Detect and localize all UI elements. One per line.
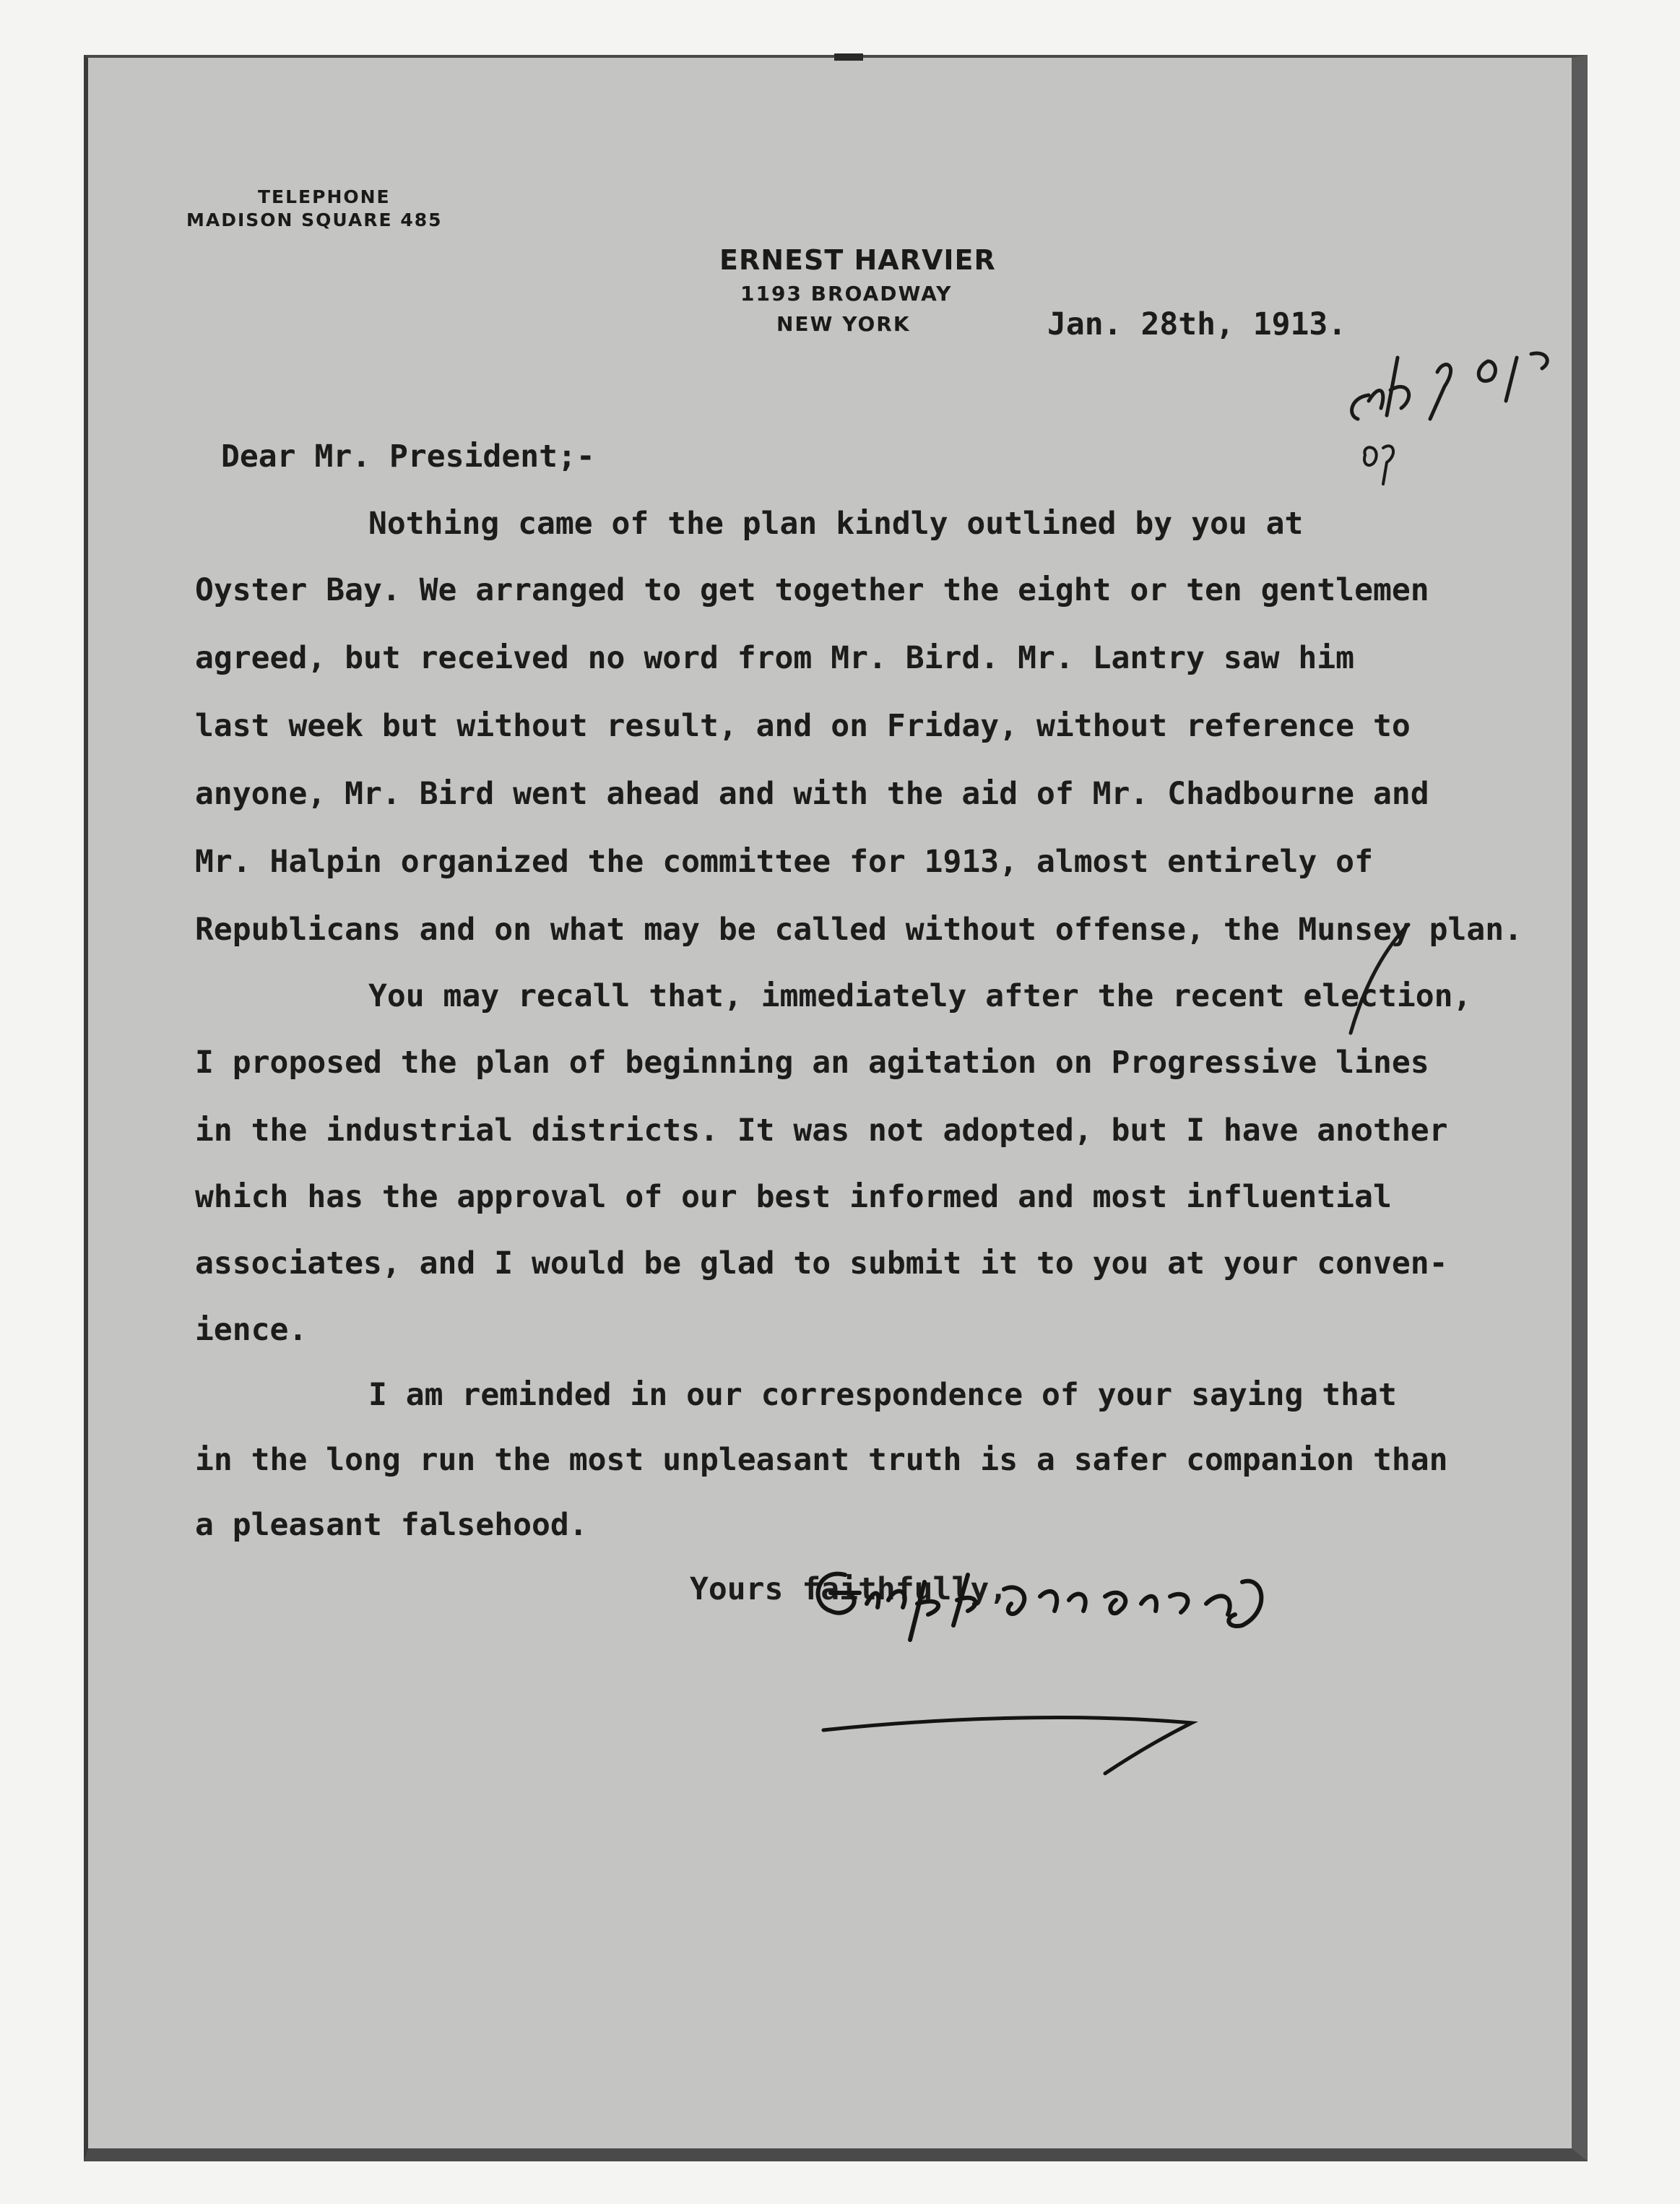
- body-line: Oyster Bay. We arranged to get together the eight or ten gentlemen: [195, 572, 1429, 608]
- handwritten-margin-stroke: [1329, 917, 1416, 1040]
- handwritten-corner-note: [1336, 329, 1596, 437]
- sender-name: ERNEST HARVIER: [719, 244, 996, 276]
- letter-date: Jan. 28th, 1913.: [1047, 306, 1347, 342]
- body-line: agreed, but received no word from Mr. Bird. Mr. Lantry saw him: [195, 640, 1355, 676]
- sender-street: 1193 BROADWAY: [740, 282, 953, 306]
- body-line: a pleasant falsehood.: [195, 1507, 588, 1543]
- body-line: I proposed the plan of beginning an agitation on Progressive lines: [195, 1045, 1429, 1081]
- body-line: associates, and I would be glad to submit it to you at your conven-: [195, 1245, 1448, 1282]
- handwritten-insertion-of: [1358, 441, 1401, 491]
- body-line: I am reminded in our correspondence of your saying that: [368, 1377, 1397, 1413]
- sender-city: NEW YORK: [776, 312, 911, 336]
- body-line: last week but without result, and on Friday, without reference to: [195, 708, 1411, 744]
- body-line: anyone, Mr. Bird went ahead and with the aid of Mr. Chadbourne and: [195, 776, 1429, 812]
- top-clip-mark: [834, 53, 863, 61]
- body-line: in the industrial districts. It was not adopted, but I have another: [195, 1112, 1448, 1149]
- salutation: Dear Mr. President;-: [221, 438, 595, 475]
- telephone-label: TELEPHONE: [258, 186, 391, 207]
- body-line: You may recall that, immediately after the recent election,: [368, 978, 1472, 1014]
- body-line: Mr. Halpin organized the committee for 1913, almost entirely of: [195, 844, 1373, 880]
- telephone-number: MADISON SQUARE 485: [186, 209, 443, 230]
- body-line: which has the approval of our best informed and most influential: [195, 1179, 1392, 1215]
- body-line: Nothing came of the plan kindly outlined by you at: [368, 506, 1304, 542]
- body-line: in the long run the most unpleasant truth is a safer companion than: [195, 1442, 1448, 1478]
- body-line: Republicans and on what may be called without offense, the Munsey plan.: [195, 912, 1523, 948]
- body-line: ience.: [195, 1312, 308, 1348]
- signature-flourish: [816, 1701, 1206, 1781]
- closing: Yours faithfully,: [690, 1571, 1008, 1607]
- signature: [802, 1560, 1322, 1661]
